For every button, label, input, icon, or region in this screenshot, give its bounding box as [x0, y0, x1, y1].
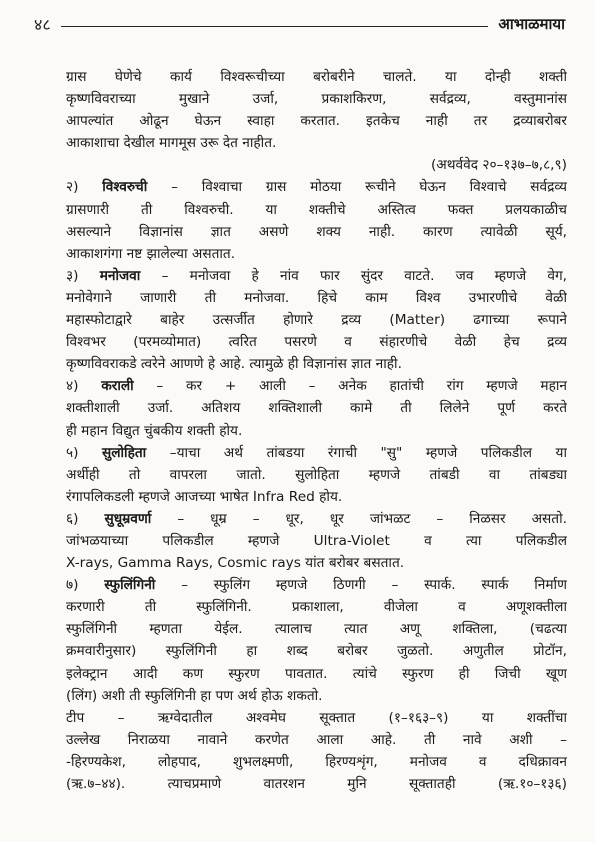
- book-title: आभाळमाया: [498, 15, 565, 33]
- body-line: ग्रासणारी ती विश्वरुची. या शक्तीचे अस्तित्व फक्त प्रलयकाळीच: [66, 201, 567, 218]
- item-first-line: – स्फुलिंग म्हणजे ठिणगी – स्पार्क. स्पार्क निर्माण: [181, 577, 567, 594]
- body-line: ही महान विद्युत चुंबकीय शक्ती होय.: [66, 422, 243, 439]
- body-line: X-rays, Gamma Rays, Cosmic rays यांत बरोबर बसतात.: [66, 555, 405, 572]
- body-line: आकाशाचा देखील मागमूस उरू देत नाहीत.: [66, 135, 277, 152]
- item-term: विश्वरुची: [102, 179, 148, 196]
- item-2-heading-line: [66, 176, 567, 198]
- item-first-line: – विश्वाचा ग्रास मोठया रूचीने घेऊन विश्वाचे सर्वद्रव्य: [171, 179, 567, 196]
- item-first-line: – धूम्र – धूर, धूर जांभळट – निळसर असतो.: [177, 510, 567, 527]
- item-number: ३): [66, 267, 79, 284]
- running-header: [34, 12, 565, 36]
- body-line: असल्याने विज्ञानांस ज्ञात असणे शक्य नाही. कारण त्यावेळी सूर्य,: [66, 223, 567, 240]
- citation: (अथर्ववेद २०–१३७–७,८,९): [430, 157, 567, 174]
- body-line: विश्वभर (परमव्योमात) त्वरित पसरणे व संहारणीचे वेळी हेच द्रव्य: [66, 334, 567, 351]
- item-4-heading-line: [66, 375, 567, 397]
- body-line: कृष्णविवराकडे त्वरेने आणणे हे आहे. त्यामुळे ही विज्ञानांस ज्ञात नाही.: [66, 356, 402, 373]
- body-line: आपल्यांत ओढून घेऊन स्वाहा करतात. इतकेच नाही तर द्रव्याबरोबर: [66, 113, 567, 130]
- item-number: २): [66, 179, 79, 196]
- body-line: इलेक्ट्रान आदी कण स्फुरण पावतात. त्यांचे स्फुरण ही जिची खूण: [66, 665, 567, 682]
- item-first-line: – मनोजवा हे नांव फार सुंदर वाटते. जव म्हणजे वेग,: [161, 267, 567, 284]
- item-5-heading-line: [66, 442, 567, 464]
- item-term: मनोजवा: [99, 267, 141, 284]
- body-line: मनोवेगाने जाणारी ती मनोजवा. हिचे काम विश्व उभारणीचे वेळी: [66, 289, 567, 306]
- page-body: [66, 66, 567, 795]
- body-line: कृष्णविवराच्या मुखाने उर्जा, प्रकाशकिरण, सर्वद्रव्य, वस्तुमानांस: [66, 91, 567, 108]
- item-term: कराली: [101, 378, 134, 395]
- body-line: (लिंग) अशी ती स्फुलिंगिनी हा पण अर्थ होऊ शकतो.: [66, 687, 323, 704]
- item-first-line: – कर + आली – अनेक हातांची रांग म्हणजे महान: [156, 378, 567, 395]
- item-first-line: –याचा अर्थ तांबडया रंगाची "सु" म्हणजे पलिकडील या: [169, 444, 567, 461]
- item-number: ७): [66, 577, 79, 594]
- item-number: ६): [66, 510, 79, 527]
- note-line: -हिरण्यकेश, लोहपाद, शुभलक्ष्मणी, हिरण्यशृंग, मनोजव व दधिक्रावन: [66, 753, 567, 770]
- body-line: अर्थीही तो वापरला जातो. सुलोहिता म्हणजे तांबडी वा तांबड्या: [66, 466, 567, 483]
- item-number: ४): [66, 378, 79, 395]
- page-number: ४८: [34, 15, 51, 34]
- body-line: जांभळयाच्या पलिकडील म्हणजे Ultra-Violet व त्या पलिकडील: [66, 532, 567, 549]
- item-term: स्फुलिंगिनी: [104, 577, 156, 594]
- note-line: टीप – ऋग्वेदातील अश्वमेघ सूक्तात (१–१६३–९) या शक्तींचा: [66, 709, 567, 726]
- item-7-heading-line: [66, 574, 567, 596]
- note-line: (ऋ.७–४४). त्याचप्रमाणे वातरशन मुनि सूक्तातही (ऋ.१०–१३६): [66, 776, 567, 792]
- body-line: स्फुलिंगिनी म्हणता येईल. त्यालाच त्यात अणू शक्तिला, (चढत्या: [66, 621, 567, 638]
- item-term: सुलोहिता: [101, 444, 147, 461]
- note-line: उल्लेख निराळया नावाने करणेत आला आहे. ती नावे अशी –: [66, 731, 567, 748]
- body-line: क्रमवारीनुसार) स्फुलिंगिनी हा शब्द बरोबर जुळतो. अणुतील प्रोटॉन,: [66, 643, 567, 660]
- body-line: करणारी ती स्फुलिंगिनी. प्रकाशाला, वीजेला व अणूशक्तीला: [66, 599, 567, 616]
- body-line: महास्फोटाद्वारे बाहेर उत्सर्जीत होणारे द्रव्य (Matter) ढगाच्या रूपाने: [66, 312, 567, 329]
- item-term: सुधूम्रवर्णा: [104, 510, 152, 527]
- body-line: ग्रास घेणेचे कार्य विश्वरूचीच्या बरोबरीने चालते. या दोन्ही शक्ती: [66, 69, 567, 85]
- header-rule: [61, 26, 489, 27]
- item-6-heading-line: [66, 508, 567, 530]
- item-3-heading-line: [66, 265, 567, 287]
- body-line: रंगापलिकडली म्हणजे आजच्या भाषेत Infra Red होय.: [66, 488, 343, 505]
- item-number: ५): [66, 444, 79, 461]
- body-line: शक्तीशाली उर्जा. अतिशय शक्तिशाली कामे ती लिलेने पूर्ण करते: [66, 400, 567, 417]
- body-line: आकाशगंगा नष्ट झालेल्या असतात.: [66, 245, 236, 262]
